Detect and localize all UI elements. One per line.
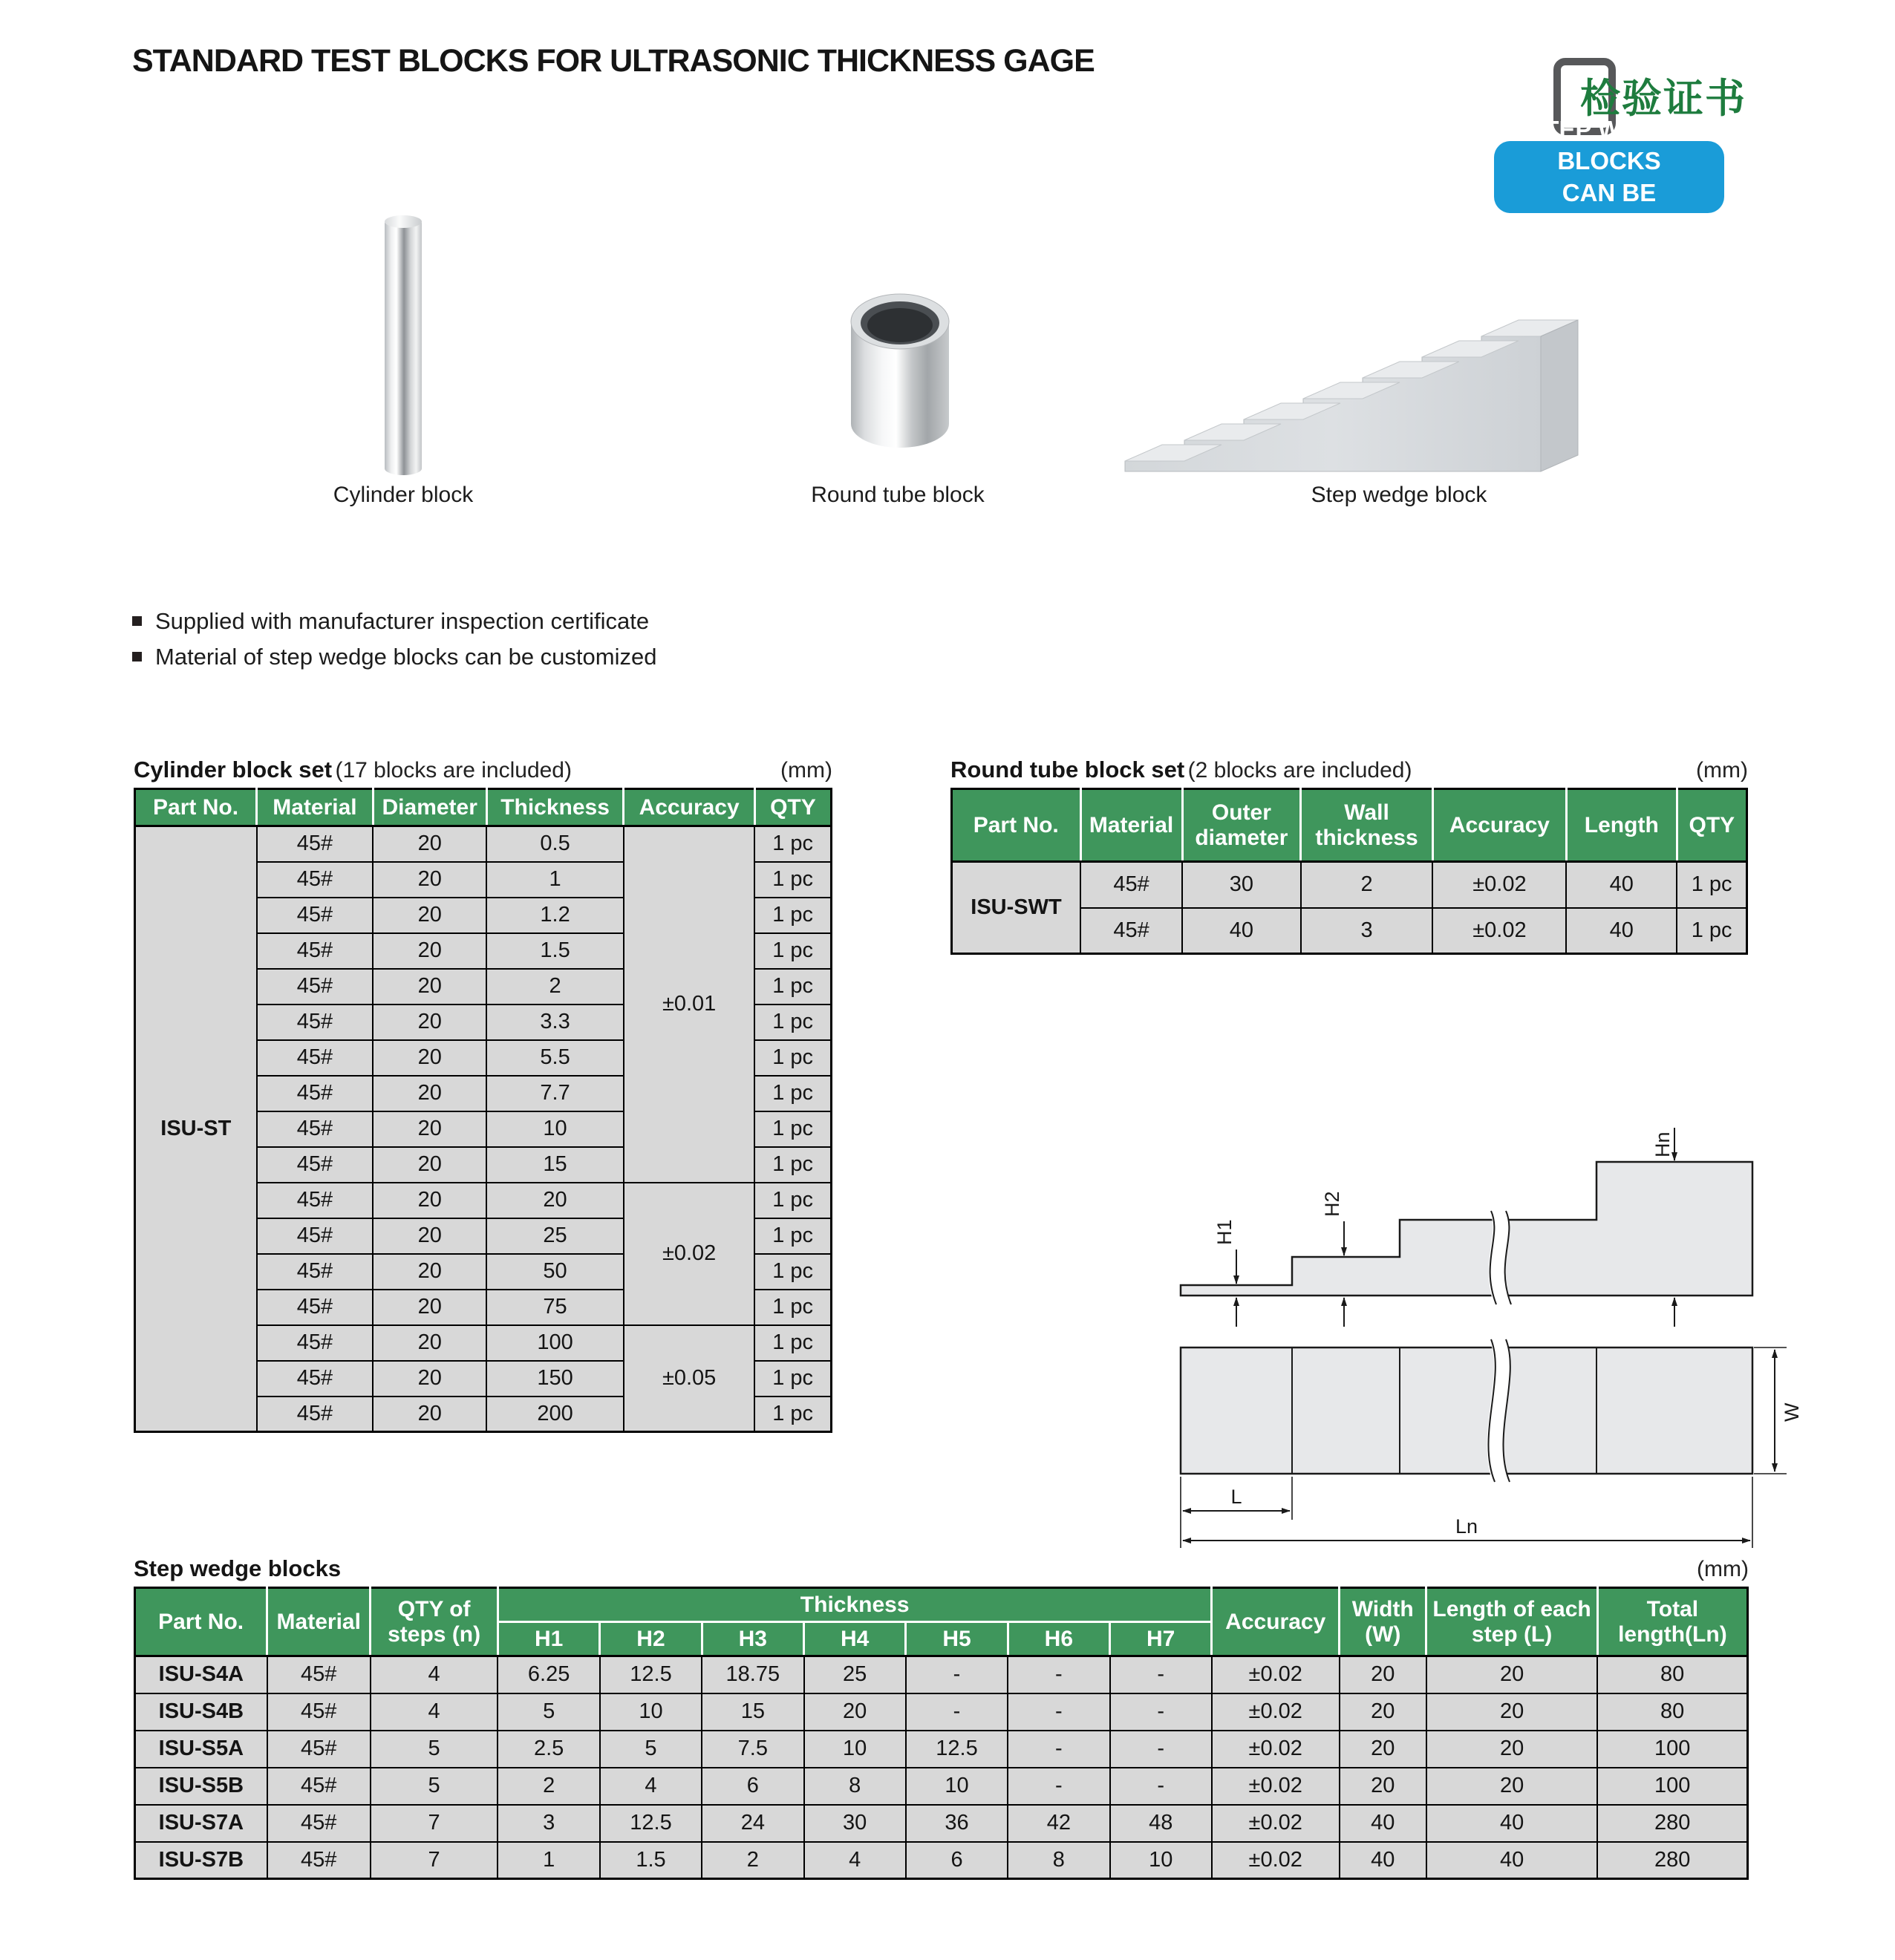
cell: ±0.02 [1212,1693,1340,1731]
feature-item [132,607,656,636]
tube-title-note: (2 blocks are included) [1187,758,1412,783]
cell: 20 [373,1254,486,1290]
cell: 1 pc [754,1290,831,1325]
col-header: H2 [600,1622,702,1656]
table-row [135,826,832,862]
cylinder-block-photo [385,217,422,475]
customization-badge [1494,116,1724,238]
cell: 1 pc [754,1325,831,1361]
cell: 2 [486,969,624,1004]
cell: - [1110,1693,1212,1731]
cell: 1 pc [754,1040,831,1076]
wedge-side-face [1541,320,1578,471]
step-title-bold: Step wedge blocks [134,1555,342,1581]
feature-list [132,607,656,679]
cell: 5.5 [486,1040,624,1076]
cell: 10 [600,1693,702,1731]
cell: 20 [373,862,486,898]
step-wedge-diagram [1166,1125,1804,1548]
dim-label-w: W [1781,1402,1803,1422]
cell: 20 [373,1040,486,1076]
cell: 1 pc [754,1183,831,1218]
cell: 45# [257,862,374,898]
cell: 20 [373,1325,486,1361]
part-no-cell: ISU-S4A [135,1656,267,1693]
cell: 45# [267,1805,371,1842]
cell: 80 [1597,1656,1747,1693]
col-header: Part No. [952,789,1081,862]
cell: 40 [1566,862,1677,908]
cell: 45# [257,1325,374,1361]
cell: ±0.02 [1212,1768,1340,1805]
cell: 15 [702,1693,803,1731]
feature-text: Material of step wedge blocks can be customized [155,643,657,670]
table-row [135,1656,1748,1693]
cell: 7 [371,1842,498,1879]
cell: 4 [371,1656,498,1693]
cell: 3.3 [486,1004,624,1040]
cell: 100 [486,1325,624,1361]
cell: ±0.02 [1432,908,1566,954]
cell: 20 [373,1396,486,1432]
cell: 75 [486,1290,624,1325]
cell: 3 [1301,908,1433,954]
cell: 7 [371,1805,498,1842]
part-no-cell: ISU-S5B [135,1768,267,1805]
cylinder-unit-label: (mm) [780,758,832,783]
col-header: Accuracy [624,789,754,826]
cell: 20 [373,933,486,969]
badge-line-1: STEP WEDGE BLOCKS [1527,116,1691,175]
cell: 45# [257,1396,374,1432]
col-header: Outer diameter [1182,789,1301,862]
cell: 1 pc [754,933,831,969]
step-wedge-photo [1110,316,1726,486]
cell: 1 [486,862,624,898]
cell: - [1008,1693,1109,1731]
cell: - [906,1693,1008,1731]
cell: 2 [1301,862,1433,908]
cell: 48 [1110,1805,1212,1842]
cell: - [1110,1731,1212,1768]
cell: 10 [906,1768,1008,1805]
col-header: Length [1566,789,1677,862]
cell: 45# [257,1111,374,1147]
col-header: Material [257,789,374,826]
cell: 1 pc [754,1004,831,1040]
break-mark [1497,1210,1503,1305]
cell: 45# [257,1218,374,1254]
cell: 20 [373,969,486,1004]
cell: 40 [1182,908,1301,954]
cell: 40 [1566,908,1677,954]
cell: 20 [1426,1731,1597,1768]
diagram-plan-view [1181,1339,1803,1548]
part-no-cell: ISU-ST [135,826,257,1432]
table-row [135,1693,1748,1731]
cell: 45# [257,898,374,933]
cell: 280 [1597,1805,1747,1842]
cell: 10 [486,1111,624,1147]
cell: 7.7 [486,1076,624,1111]
cell: 200 [486,1396,624,1432]
cell: - [1110,1656,1212,1693]
cell: 40 [1426,1805,1597,1842]
cell: 45# [267,1656,371,1693]
cell: 5 [600,1731,702,1768]
cell: 6.25 [498,1656,599,1693]
cell: 45# [257,1040,374,1076]
cell: 45# [267,1768,371,1805]
cell: 45# [1080,908,1182,954]
cell: 15 [486,1147,624,1183]
cell: 8 [1008,1842,1109,1879]
col-header: Part No. [135,1588,267,1656]
cell: 10 [1110,1842,1212,1879]
break-mark [1495,1339,1501,1483]
part-no-cell: ISU-S5A [135,1731,267,1768]
cell: 20 [1426,1656,1597,1693]
cell: 25 [804,1656,906,1693]
cell: 20 [373,1004,486,1040]
cell: 1 pc [754,1361,831,1396]
col-header: H6 [1008,1622,1109,1656]
cell: 2.5 [498,1731,599,1768]
cell: 1.5 [486,933,624,969]
col-header: Thickness [486,789,624,826]
tube-title-bold: Round tube block set [950,757,1185,783]
tube-hole-inner [867,308,933,342]
page-title: STANDARD TEST BLOCKS FOR ULTRASONIC THICKNESS GAGE [132,43,1095,79]
certificate-text: 检验证书 [1580,76,1746,121]
cell: 20 [1340,1693,1426,1731]
square-bullet-icon [132,616,142,626]
cell: - [1008,1731,1109,1768]
cell: 24 [702,1805,803,1842]
cell: 40 [1340,1805,1426,1842]
accuracy-cell: ±0.05 [624,1325,754,1432]
cell: 1 pc [754,1254,831,1290]
cell: 5 [498,1693,599,1731]
cell: 2 [702,1842,803,1879]
cell: 12.5 [906,1731,1008,1768]
cell: 30 [804,1805,906,1842]
cell: 12.5 [600,1656,702,1693]
cell: 36 [906,1805,1008,1842]
cylinder-table-section [134,757,832,1433]
cell: 20 [373,826,486,862]
dim-label-h2: H2 [1321,1191,1343,1217]
cell: 280 [1597,1842,1747,1879]
col-header: H7 [1110,1622,1212,1656]
tube-table-title [950,757,1748,783]
cell: 1 pc [754,1111,831,1147]
cell: 4 [600,1768,702,1805]
cell: 45# [257,1361,374,1396]
square-bullet-icon [132,652,142,662]
cell: 12.5 [600,1805,702,1842]
cell: 1.2 [486,898,624,933]
part-no-cell: ISU-SWT [952,862,1081,954]
cell: 20 [373,1218,486,1254]
cell: 20 [373,1147,486,1183]
cell: 20 [486,1183,624,1218]
col-header: Diameter [373,789,486,826]
cell: ±0.02 [1432,862,1566,908]
step-table-section [134,1556,1749,1880]
col-header: Accuracy [1212,1588,1340,1656]
cell: 45# [257,1290,374,1325]
cell: 1 pc [1677,908,1746,954]
cell: 45# [257,1147,374,1183]
cylinder-title-text [134,757,572,783]
cell: - [906,1656,1008,1693]
cell: 1 pc [754,898,831,933]
cell: 1 pc [754,826,831,862]
cell: 1 pc [754,1147,831,1183]
dim-label-h1: H1 [1213,1219,1236,1245]
feature-item [132,643,656,672]
cell: ±0.02 [1212,1731,1340,1768]
accuracy-cell: ±0.01 [624,826,754,1183]
col-header: Part No. [135,789,257,826]
cell: 25 [486,1218,624,1254]
col-header: Length of each step (L) [1426,1588,1597,1656]
cell: 4 [371,1693,498,1731]
cell: 45# [267,1693,371,1731]
cell: 45# [257,933,374,969]
cell: 10 [804,1731,906,1768]
cell: 45# [1080,862,1182,908]
wedge-caption: Step wedge block [1311,483,1487,507]
cell: 20 [1426,1693,1597,1731]
col-header: H5 [906,1622,1008,1656]
cell: 1 pc [754,1218,831,1254]
part-no-cell: ISU-S7B [135,1842,267,1879]
col-header: Wall thickness [1301,789,1433,862]
col-header: H3 [702,1622,803,1656]
col-header: Width (W) [1340,1588,1426,1656]
col-header: Material [267,1588,371,1656]
dim-label-hn: Hn [1651,1131,1674,1157]
accuracy-cell: ±0.02 [624,1183,754,1325]
cell: - [1110,1768,1212,1805]
cylinder-title-note: (17 blocks are included) [335,758,572,783]
col-header: QTY of steps (n) [371,1588,498,1656]
cell: 1 pc [754,1396,831,1432]
cell: 18.75 [702,1656,803,1693]
table-row [135,1805,1748,1842]
cell: 20 [373,1183,486,1218]
table-row [135,1768,1748,1805]
table-row [135,1731,1748,1768]
cell: 45# [257,826,374,862]
round-tube-photo [850,292,950,452]
col-header: H1 [498,1622,599,1656]
part-no-cell: ISU-S7A [135,1805,267,1842]
cylinder-caption: Cylinder block [333,483,474,507]
diagram-side-view [1181,1128,1752,1327]
cell: 1 pc [754,1076,831,1111]
cell: ±0.02 [1212,1842,1340,1879]
step-table [134,1587,1749,1880]
cell: - [1008,1768,1109,1805]
cell: 1.5 [600,1842,702,1879]
col-header: QTY [754,789,831,826]
feature-text: Supplied with manufacturer inspection certificate [155,608,650,634]
table-row [135,1842,1748,1879]
cell: 20 [1340,1656,1426,1693]
cell: 42 [1008,1805,1109,1842]
cell: 20 [373,1111,486,1147]
tube-caption: Round tube block [811,483,985,507]
tube-table [950,788,1748,955]
cell: 40 [1340,1842,1426,1879]
cell: 20 [1426,1768,1597,1805]
cell: 1 pc [754,862,831,898]
step-unit-label: (mm) [1697,1557,1749,1581]
cell: 20 [373,1076,486,1111]
cylinder-title-bold: Cylinder block set [134,757,333,783]
cell: 45# [267,1731,371,1768]
cell: 20 [373,1290,486,1325]
cell: 30 [1182,862,1301,908]
tube-title-text [950,757,1412,783]
table-row [952,862,1747,908]
col-header: Accuracy [1432,789,1566,862]
cell: 1 pc [1677,862,1746,908]
cell: 20 [804,1693,906,1731]
cell: 45# [257,1004,374,1040]
cell: 6 [702,1768,803,1805]
cell: 8 [804,1768,906,1805]
cell: 20 [373,898,486,933]
cylinder-table-title [134,757,832,783]
cell: 1 [498,1842,599,1879]
tube-table-section [950,757,1748,955]
cell: - [1008,1656,1109,1693]
cell: 3 [498,1805,599,1842]
cell: 1 pc [754,969,831,1004]
cell: 45# [267,1842,371,1879]
col-header: Total length(Ln) [1597,1588,1747,1656]
col-header: QTY [1677,789,1746,862]
cell: 150 [486,1361,624,1396]
cell: 100 [1597,1768,1747,1805]
cell: 50 [486,1254,624,1290]
tube-unit-label: (mm) [1696,758,1748,783]
part-no-cell: ISU-S4B [135,1693,267,1731]
col-header: Material [1080,789,1182,862]
cell: 7.5 [702,1731,803,1768]
cell: 45# [257,1254,374,1290]
col-header-thickness: Thickness [498,1588,1211,1622]
cell: 100 [1597,1731,1747,1768]
cell: 40 [1426,1842,1597,1879]
cell: 2 [498,1768,599,1805]
cylinder-table [134,788,832,1433]
step-table-title [134,1556,1749,1581]
cell: 6 [906,1842,1008,1879]
dim-label-ln: Ln [1455,1515,1478,1538]
cell: 45# [257,1183,374,1218]
cell: 20 [1340,1731,1426,1768]
cell: 5 [371,1768,498,1805]
cell: 45# [257,1076,374,1111]
dim-label-l: L [1230,1486,1242,1508]
cell: ±0.02 [1212,1656,1340,1693]
cell: 4 [804,1842,906,1879]
cell: 5 [371,1731,498,1768]
cell: 0.5 [486,826,624,862]
badge-line-2: CAN BE CUSTOMIZED [1528,178,1690,238]
cell: 80 [1597,1693,1747,1731]
cell: ±0.02 [1212,1805,1340,1842]
cell: 45# [257,969,374,1004]
cell: 20 [1340,1768,1426,1805]
col-header: H4 [804,1622,906,1656]
cell: 20 [373,1361,486,1396]
